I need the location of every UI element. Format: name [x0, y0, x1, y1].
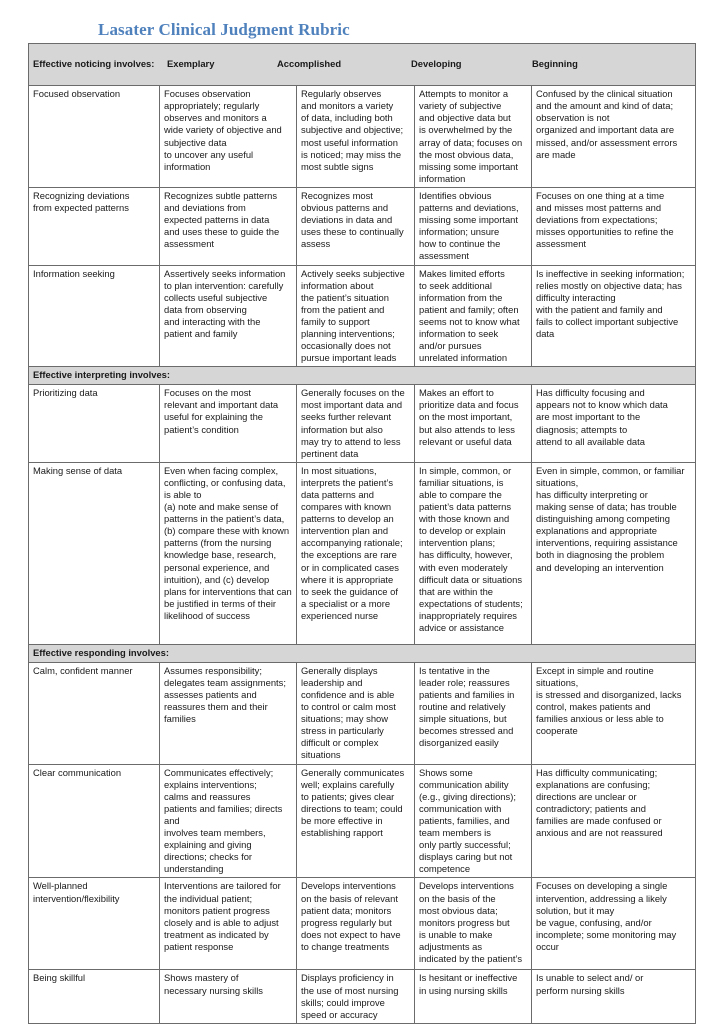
developing-cell: Makes limited efforts to seek additional information from the patient and family; often seems not to know what information to seek and/or pursues unrelated information — [415, 265, 532, 367]
rubric-row — [29, 462, 696, 644]
exemplary-cell: Focuses observation appropriately; regularly observes and monitors a wide variety of objective and subjective data to uncover any useful information — [160, 86, 297, 188]
dimension-cell: Being skillful — [29, 970, 160, 1024]
rubric-table — [28, 43, 696, 1024]
exemplary-cell: Interventions are tailored for the individual patient; monitors patient progress closely and is able to adjust treatment as indicated by patient response — [160, 878, 297, 970]
header-cell — [29, 44, 696, 86]
developing-cell: In simple, common, or familiar situations, is able to compare the patient’s data patterns with those known and to develop or explain intervention plans; has difficulty, however, with even moderately difficult data or situations that are within the expectations of students; inappropriately requires advice or assistance — [415, 462, 532, 644]
dimension-cell: Making sense of data — [29, 462, 160, 644]
accomplished-cell: Generally focuses on the most important data and seeks further relevant information but also may try to attend to less pertinent data — [297, 385, 415, 463]
beginning-cell: Focuses on developing a single intervention, addressing a likely solution, but it may be vague, confusing, and/or incomplete; some monitoring may occur — [532, 878, 696, 970]
accomplished-cell: Recognizes most obvious patterns and deviations in data and uses these to continually assess — [297, 187, 415, 265]
section-header-row — [29, 644, 696, 662]
header-level-beginning: Beginning — [532, 58, 578, 70]
dimension-cell: Recognizing deviations from expected patterns — [29, 187, 160, 265]
developing-cell: Is hesitant or ineffective in using nursing skills — [415, 970, 532, 1024]
accomplished-cell: In most situations, interprets the patient’s data patterns and compares with known patterns to develop an intervention plan and accompanying rationale; the exceptions are rare or in complicated cases where it is appropriate to seek the guidance of a specialist or a more experienced nurse — [297, 462, 415, 644]
header-level-accomplished: Accomplished — [277, 58, 342, 70]
beginning-cell: Is ineffective in seeking information; relies mostly on objective data; has difficulty interacting with the patient and family and fails to collect important subjective data — [532, 265, 696, 367]
dimension-cell: Well-planned intervention/flexibility — [29, 878, 160, 970]
exemplary-cell: Shows mastery of necessary nursing skills — [160, 970, 297, 1024]
accomplished-cell: Generally displays leadership and confidence and is able to control or calm most situations; may show stress in particularly difficult or complex situations — [297, 662, 415, 764]
rubric-row — [29, 385, 696, 463]
header-labels — [33, 58, 691, 71]
accomplished-cell: Actively seeks subjective information about the patient’s situation from the patient and family to support planning interventions; occasionally does not pursue important leads — [297, 265, 415, 367]
header-level-exemplary: Exemplary — [167, 58, 215, 70]
rubric-body — [29, 44, 696, 1024]
beginning-cell: Focuses on one thing at a time and misses most patterns and deviations from expectations; misses opportunities to refine the assessment — [532, 187, 696, 265]
header-first: Effective noticing involves: — [33, 58, 155, 70]
developing-cell: Develops interventions on the basis of the most obvious data; monitors progress but is unable to make adjustments as indicated by the patient’s — [415, 878, 532, 970]
accomplished-cell: Displays proficiency in the use of most nursing skills; could improve speed or accuracy — [297, 970, 415, 1024]
beginning-cell: Confused by the clinical situation and the amount and kind of data; observation is not organized and important data are missed, and/or assessment errors are made — [532, 86, 696, 188]
rubric-row — [29, 970, 696, 1024]
beginning-cell: Except in simple and routine situations, is stressed and disorganized, lacks control, makes patients and families anxious or less able to cooperate — [532, 662, 696, 764]
rubric-row — [29, 265, 696, 367]
dimension-cell: Focused observation — [29, 86, 160, 188]
dimension-cell: Calm, confident manner — [29, 662, 160, 764]
exemplary-cell: Focuses on the most relevant and important data useful for explaining the patient’s condition — [160, 385, 297, 463]
dimension-cell: Prioritizing data — [29, 385, 160, 463]
accomplished-cell: Regularly observes and monitors a variety of data, including both subjective and objective; most useful information is noticed; may miss the most subtle signs — [297, 86, 415, 188]
section-header — [29, 644, 696, 662]
exemplary-cell: Assumes responsibility; delegates team assignments; assesses patients and reassures them and their families — [160, 662, 297, 764]
exemplary-cell: Even when facing complex, conflicting, or confusing data, is able to (a) note and make sense of patterns in the patient’s data, (b) compare these with known patterns (from the nursing knowledge base, research, personal experience, and intuition), and (c) develop plans for interventions that can be justified in terms of their likelihood of success — [160, 462, 297, 644]
rubric-row — [29, 878, 696, 970]
accomplished-cell: Develops interventions on the basis of relevant patient data; monitors progress regularly but does not expect to have to change treatments — [297, 878, 415, 970]
exemplary-cell: Assertively seeks information to plan intervention: carefully collects useful subjective data from observing and interacting with the patient and family — [160, 265, 297, 367]
rubric-row — [29, 764, 696, 878]
rubric-row — [29, 662, 696, 764]
beginning-cell: Is unable to select and/ or perform nursing skills — [532, 970, 696, 1024]
developing-cell: Shows some communication ability (e.g., giving directions); communication with patients, families, and team members is only partly successful; displays caring but not competence — [415, 764, 532, 878]
rubric-row — [29, 86, 696, 188]
dimension-cell: Clear communication — [29, 764, 160, 878]
header-row — [29, 44, 696, 86]
rubric-row — [29, 187, 696, 265]
exemplary-cell: Communicates effectively; explains interventions; calms and reassures patients and families; directs and involves team members, explaining and giving directions; checks for understanding — [160, 764, 297, 878]
exemplary-cell: Recognizes subtle patterns and deviations from expected patterns in data and uses these to guide the assessment — [160, 187, 297, 265]
section-label: Effective interpreting involves: — [33, 369, 171, 381]
section-label: Effective responding involves: — [33, 646, 169, 658]
dimension-cell: Information seeking — [29, 265, 160, 367]
header-level-developing: Developing — [411, 58, 462, 70]
section-header-row — [29, 367, 696, 385]
developing-cell: Attempts to monitor a variety of subjective and objective data but is overwhelmed by the array of data; focuses on the most obvious data, missing some important information — [415, 86, 532, 188]
developing-cell: Identifies obvious patterns and deviations, missing some important information; unsure how to continue the assessment — [415, 187, 532, 265]
beginning-cell: Has difficulty focusing and appears not to know which data are most important to the diagnosis; attempts to attend to all available data — [532, 385, 696, 463]
accomplished-cell: Generally communicates well; explains carefully to patients; gives clear directions to team; could be more effective in establishing rapport — [297, 764, 415, 878]
page-title: Lasater Clinical Judgment Rubric — [98, 20, 350, 39]
beginning-cell: Has difficulty communicating; explanations are confusing; directions are unclear or contradictory; patients and families are made confused or anxious and are not reassured — [532, 764, 696, 878]
section-header — [29, 367, 696, 385]
developing-cell: Makes an effort to prioritize data and focus on the most important, but also attends to less relevant or useful data — [415, 385, 532, 463]
beginning-cell: Even in simple, common, or familiar situations, has difficulty interpreting or making sense of data; has trouble distinguishing among competing explanations and appropriate interventions, requiring assistance both in diagnosing the problem and developing an intervention — [532, 462, 696, 644]
developing-cell: Is tentative in the leader role; reassures patients and families in routine and relatively simple situations, but becomes stressed and disorganized easily — [415, 662, 532, 764]
